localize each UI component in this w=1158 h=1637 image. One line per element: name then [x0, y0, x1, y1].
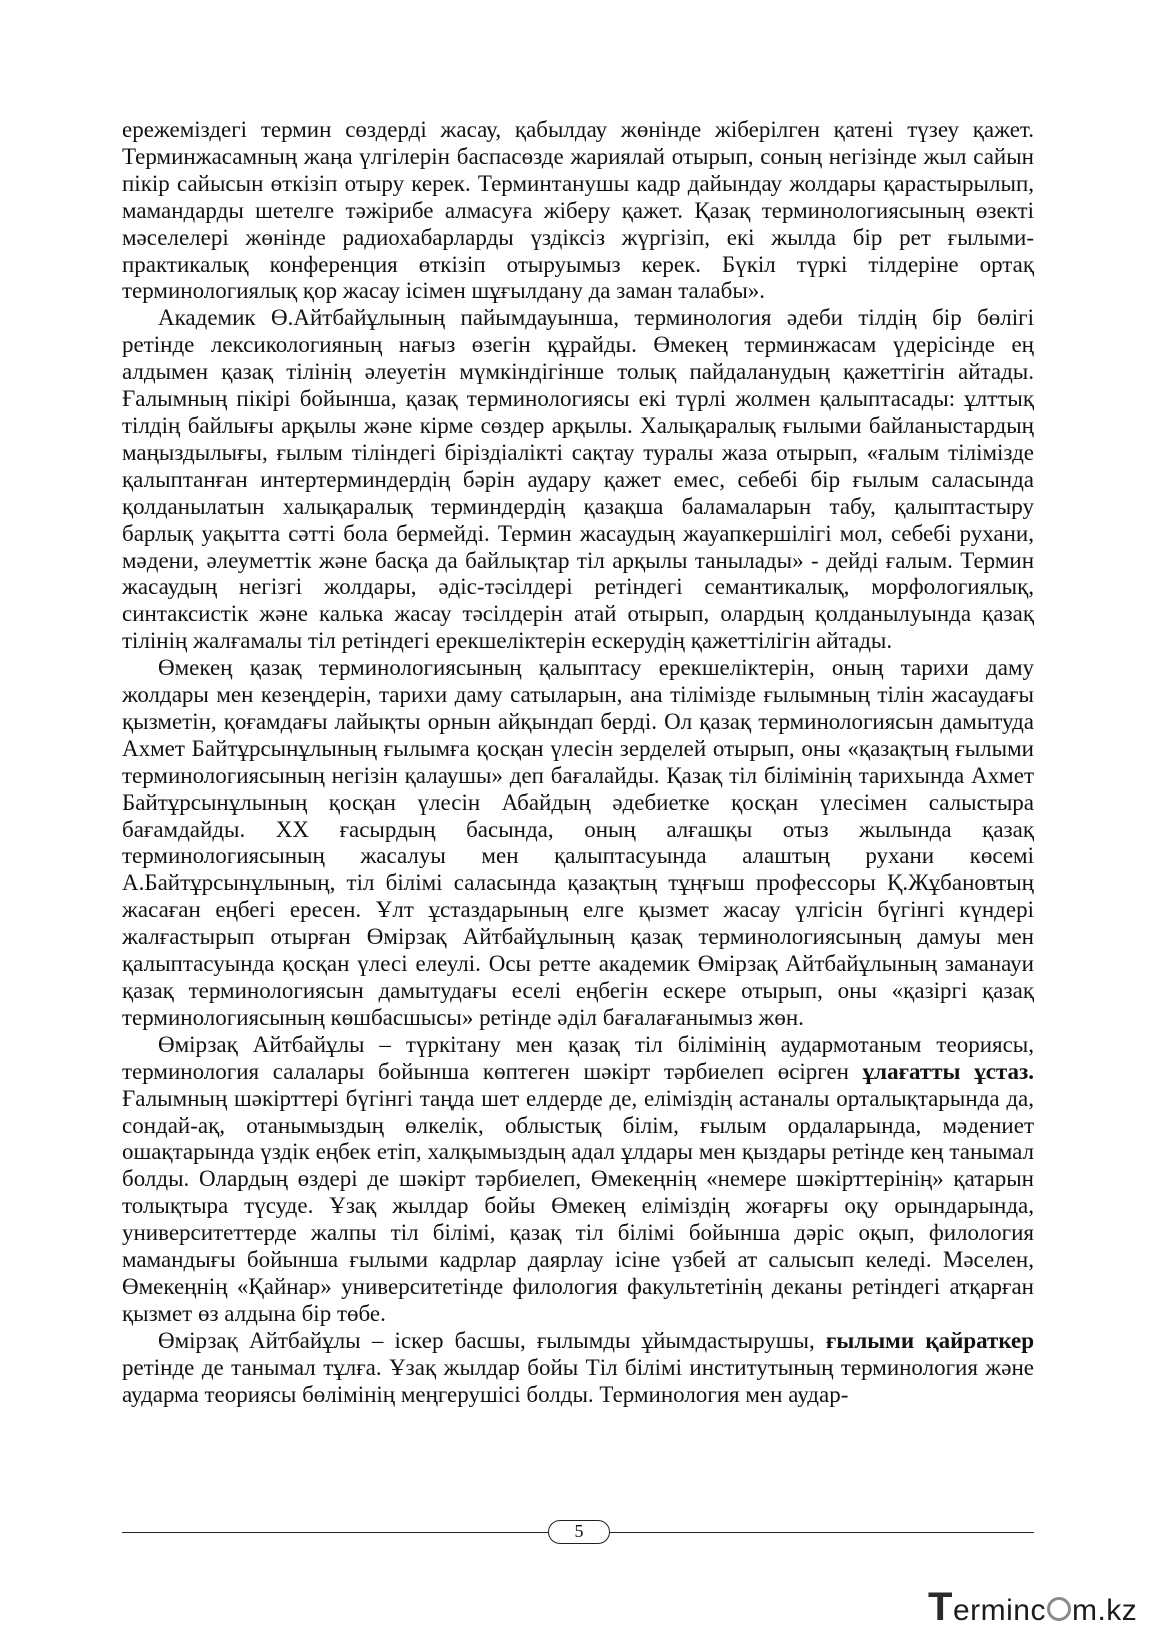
paragraph-4-bold: ұлағатты ұстаз. — [862, 1058, 1034, 1084]
paragraph-2-text: Академик Ө.Айтбайұлының пайымдауынша, терминология әдеби тілдің бір бөлігі ретінде лексикологияның нағыз өзегін құрайды. Өмекең терминжасам үдерісінде ең алдымен қазақ тілінің әлеуетін мүмкіндігінше толық пайдаланудың қажеттігін айтады. Ғалымның пікірі бойынша, қазақ терминологиясы екі түрлі жолмен қалыптасады: ұлттық тілдің байлығы арқылы және кірме сөздер арқылы. Халықаралық ғылыми байланыстардың маңыздылығы, ғылым тіліндегі біріздіалікті сақтау туралы жаза отырып, «ғалым тілімізде қалыптанған интертерминдердің бәрін аудару қажет емес, себебі бір ғылым саласында қолданылатын халықаралық терминдердің қазақша баламаларын табу, қалыптастыру барлық уақытта сәтті бола бермейді. Термин жасаудың жауапкершілігі мол, себебі рухани, мәдени, әлеуметтік және басқа да байлықтар тіл арқылы танылады» - дейді ғалым. Термин жасаудың негізгі жолдары, әдіс-тәсілдері ретіндегі семантикалық, морфологиялық, синтаксистік және калька жасау тәсілдерін атай отырып, олардың қолданылуында қазақ тілінің жалғамалы тіл ретіндегі ерекшеліктерін ескерудің қажеттілігін айтады. — [122, 305, 1034, 654]
watermark-logo — [928, 1585, 1150, 1627]
paragraph-4-text-a: Өмірзақ Айтбайұлы – түркітану мен қазақ тіл білімінің аудармотаным теориясы, терминология салалары бойынша көптеген шәкірт тәрбиелеп өсірген — [122, 1031, 1034, 1084]
paragraph-4-text-b: Ғалымның шәкірттері бүгінгі таңда шет елдерде де, еліміздің астаналы орталықтарында да, сондай-ақ, отанымыздың өлкелік, облыстық білім, ғылым ордаларында, мәдениет ошақтарында үздік еңбек етіп, халқымыздың адал ұлдары мен қыздары ретінде кең танымал болды. Олардың өздері де шәкірт тәрбиелеп, Өмекеңнің «немере шәкірттерінің» қатарын толықтыра түсуде. Ұзақ жылдар бойы Өмекең еліміздің жоғарғы оқу орындарында, университеттерде жалпы тіл білімі, қазақ тіл білімі бойынша дәріс оқып, филология мамандығы бойынша ғылыми кадрлар даярлау ісіне үзбей ат салысып келеді. Мәселен, Өмекеңнің «Қайнар» университетінде филология факультетінің деканы ретіндегі атқарған қызмет өз алдына бір төбе. — [122, 1085, 1034, 1326]
watermark-suffix: m.kz — [1071, 1594, 1138, 1627]
paragraph-1-text: ережеміздегі термин сөздерді жасау, қабылдау жөнінде жіберілген қатені түзеу қажет. Терминжасамның жаңа үлгілерін баспасөзде жариялай отырып, соның негізінде жыл сайын пікір сайысын өткізіп отыру керек. Терминтанушы кадр дайындау жолдары қарастырылып, мамандарды шетелге тәжірибе алмасуға жіберу қажет. Қазақ терминологиясының өзекті мәселелері жөнінде радиохабарларды үздіксіз жүргізіп, екі жылда бір рет ғылыми-практикалық конференция өткізіп отыруымыз керек. Бүкіл түркі тілдеріне ортақ терминологиялық қор жасау ісімен шұғылдану да заман талабы». — [122, 117, 1034, 304]
footer-rule-left — [122, 1532, 548, 1533]
paragraph-4 — [122, 1032, 1034, 1328]
watermark-middle: ermin — [952, 1594, 1031, 1627]
paragraph-3 — [122, 655, 1034, 1032]
footer-rule-right — [610, 1532, 1034, 1533]
page-body — [122, 117, 1034, 1409]
paragraph-1 — [122, 117, 1034, 305]
paragraph-5-text-a: Өмірзақ Айтбайұлы – іскер басшы, ғылымды ұйымдастырушы, — [158, 1327, 826, 1353]
watermark-circle-icon — [1047, 1597, 1071, 1621]
paragraph-5 — [122, 1328, 1034, 1409]
page-number: 5 — [548, 1520, 610, 1544]
watermark-c: c — [1030, 1594, 1046, 1627]
watermark-initial: T — [928, 1585, 953, 1629]
paragraph-3-text: Өмекең қазақ терминологиясының қалыптасу ерекшеліктерін, оның тарихи даму жолдары мен кезеңдерін, тарихи даму сатыларын, ана тілімізде ғылымның тілін жасаудағы қызметін, қоғамдағы лайықты орнын айқындап берді. Ол қазақ терминологиясын дамытуда Ахмет Байтұрсынұлының ғылымға қосқан үлесін зерделей отырып, оны «қазақтың ғылыми терминологиясының негізін қалаушы» деп бағалайды. Қазақ тіл білімінің тарихында Ахмет Байтұрсынұлының қосқан үлесін Абайдың әдебиетке қосқан үлесімен салыстыра бағамдайды. XX ғасырдың басында, оның алғашқы отыз жылында қазақ терминологиясының жасалуы мен қалыптасуында алаштың рухани көсемі А.Байтұрсынұлының, тіл білімі саласында қазақтың тұңғыш профессоры Қ.Жұбановтың жасаған еңбегі ересен. Ұлт ұстаздарының елге қызмет жасау үлгісін бүгінгі күндері жалғастырып отырған Өмірзақ Айтбайұлының қазақ терминологиясының дамуы мен қалыптасуында қосқан үлесі елеулі. Осы ретте академик Өмірзақ Айтбайұлының заманауи қазақ терминологиясын дамытудағы еселі еңбегін ескере отырып, оны «қазіргі қазақ терминологиясының көшбасшысы» ретінде әділ бағалағанымыз жөн. — [122, 655, 1034, 1030]
paragraph-2 — [122, 305, 1034, 655]
paragraph-5-text-b: ретінде де танымал тұлға. Ұзақ жылдар бойы Тіл білімі институтының терминология және аударма теориясы бөлімінің меңгерушісі болды. Терминология мен аудар- — [122, 1354, 1034, 1407]
paragraph-5-bold: ғылыми қайраткер — [825, 1327, 1034, 1353]
